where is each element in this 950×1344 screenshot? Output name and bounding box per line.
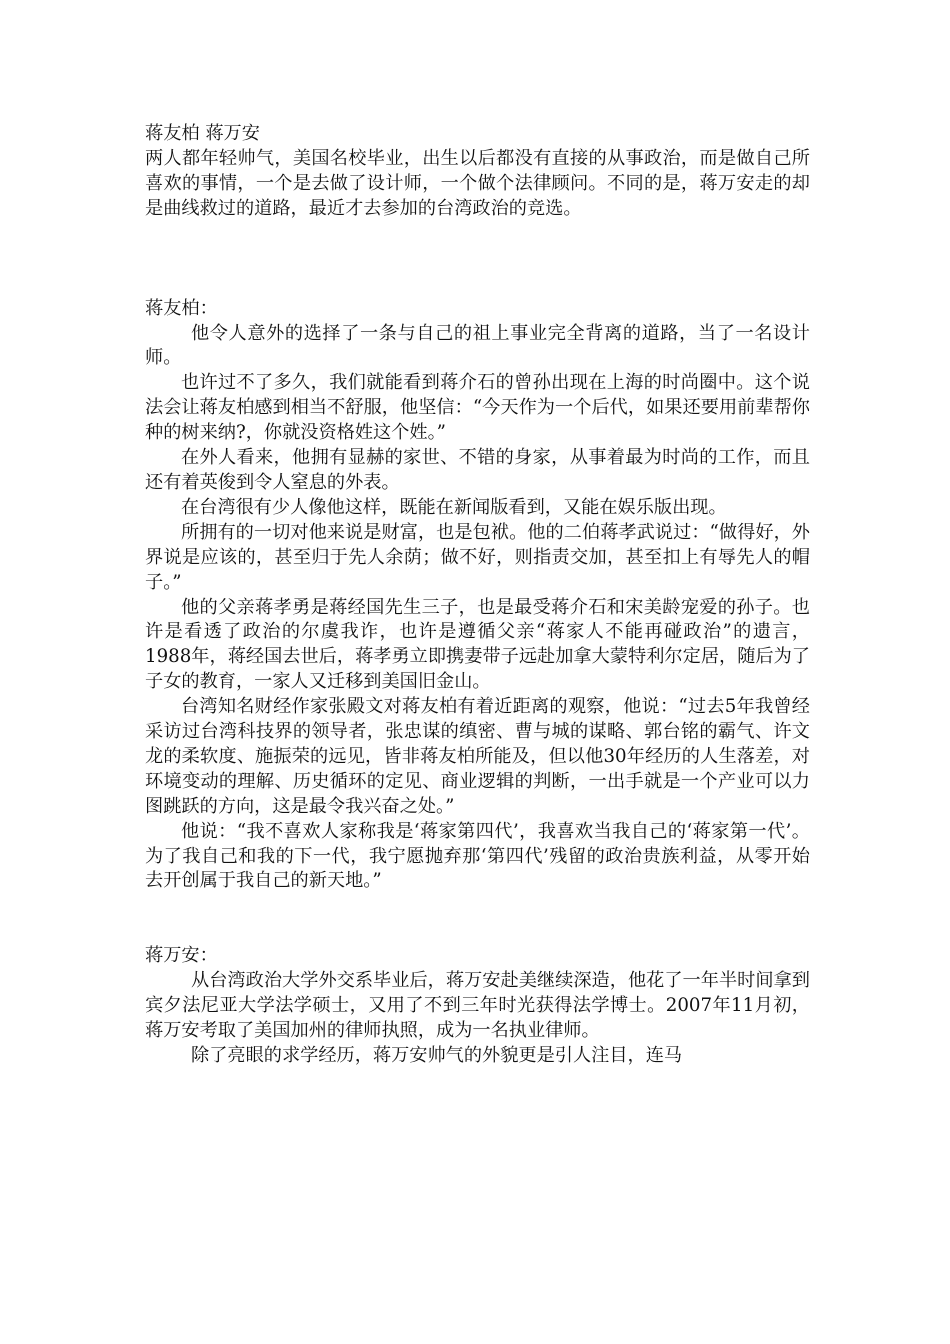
youbai-paragraph: 所拥有的一切对他来说是财富，也是包袱。他的二伯蒋孝武说过：“做得好，外界说是应该的，甚至归于先人余荫；做不好，则指责交加，甚至扣上有辱先人的帽子。”	[145, 521, 810, 593]
section-spacer	[145, 222, 810, 297]
youbai-paragraph: 他令人意外的选择了一条与自己的祖上事业完全背离的道路，当了一名设计师。	[145, 322, 810, 369]
wanan-paragraph: 从台湾政治大学外交系毕业后，蒋万安赴美继续深造，他花了一年半时间拿到宾夕法尼亚大学法学硕士，又用了不到三年时光获得法学博士。2007年11月初，蒋万安考取了美国加州的律师执照，成为一名执业律师。	[145, 970, 810, 1042]
intro-paragraph: 两人都年轻帅气，美国名校毕业，出生以后都没有直接的从事政治，而是做自己所喜欢的事情，一个是去做了设计师，一个做个法律顾问。不同的是，蒋万安走的却是曲线救过的道路，最近才去参加的台湾政治的竞选。	[145, 147, 810, 219]
youbai-paragraph: 他说：“我不喜欢人家称我是‘蒋家第四代’，我喜欢当我自己的‘蒋家第一代’。为了我自己和我的下一代，我宁愿抛弃那‘第四代’残留的政治贵族利益，从零开始去开创属于我自己的新天地。”	[145, 820, 810, 892]
youbai-paragraph: 也许过不了多久，我们就能看到蒋介石的曾孙出现在上海的时尚圈中。这个说法会让蒋友柏感到相当不舒服，他坚信：“今天作为一个后代，如果还要用前辈帮你种的树来纳?，你就没资格姓这个姓。”	[145, 372, 810, 444]
section-heading-youbai: 蒋友柏：	[145, 297, 218, 319]
youbai-paragraph: 台湾知名财经作家张殿文对蒋友柏有着近距离的观察，他说：“过去5年我曾经采访过台湾科技界的领导者，张忠谋的缜密、曹与城的谋略、郭台铭的霸气、许文龙的柔软度、施振荣的远见，皆非蒋友柏所能及，但以他30年经历的人生落差，对环境变动的理解、历史循环的定见、商业逻辑的判断，一出手就是一个产业可以力图跳跃的方向，这是最令我兴奋之处。”	[145, 696, 810, 817]
section-spacer	[145, 894, 810, 944]
document-body	[145, 122, 810, 1069]
section-heading-wanan: 蒋万安：	[145, 945, 218, 967]
intro-title: 蒋友柏 蒋万安	[145, 123, 260, 144]
youbai-paragraph: 他的父亲蒋孝勇是蒋经国先生三子，也是最受蒋介石和宋美龄宠爱的孙子。也许是看透了政治的尔虞我诈，也许是遵循父亲“蒋家人不能再碰政治”的遗言，1988年，蒋经国去世后，蒋孝勇立即携妻带子远赴加拿大蒙特利尔定居，随后为了子女的教育，一家人又迁移到美国旧金山。	[145, 596, 810, 693]
youbai-paragraph: 在台湾很有少人像他这样，既能在新闻版看到，又能在娱乐版出现。	[181, 496, 727, 518]
youbai-paragraph: 在外人看来，他拥有显赫的家世、不错的身家，从事着最为时尚的工作，而且还有着英俊到令人窒息的外表。	[145, 447, 810, 493]
wanan-paragraph: 除了亮眼的求学经历，蒋万安帅气的外貌更是引人注目，连马	[191, 1045, 683, 1066]
